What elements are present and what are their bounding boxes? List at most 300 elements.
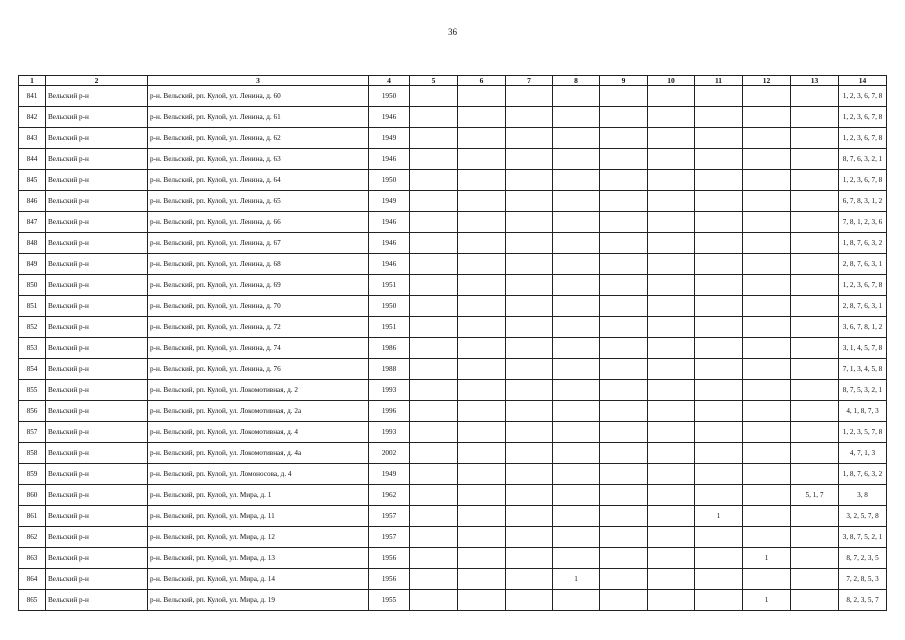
district-cell: Вельский р-н <box>46 128 148 149</box>
address-cell: р-н. Вельский, рп. Кулой, ул. Ленина, д. 64 <box>148 170 369 191</box>
col10-cell <box>648 338 695 359</box>
col12-cell <box>743 86 791 107</box>
col14-cell: 4, 1, 8, 7, 3 <box>839 401 887 422</box>
col9-cell <box>600 527 648 548</box>
year-cell: 1993 <box>369 380 410 401</box>
col10-cell <box>648 590 695 611</box>
col9-cell <box>600 338 648 359</box>
col8-cell <box>553 422 600 443</box>
district-cell: Вельский р-н <box>46 107 148 128</box>
col7-cell <box>506 107 553 128</box>
table-row <box>19 443 887 464</box>
col7-cell <box>506 296 553 317</box>
col8-cell <box>553 233 600 254</box>
col12-cell: 1 <box>743 590 791 611</box>
col13-cell <box>791 296 839 317</box>
col13-cell <box>791 254 839 275</box>
col7-cell <box>506 569 553 590</box>
col5-cell <box>410 128 458 149</box>
table-row <box>19 275 887 296</box>
year-cell: 1946 <box>369 233 410 254</box>
col9-cell <box>600 191 648 212</box>
year-cell: 1957 <box>369 506 410 527</box>
row-number: 856 <box>19 401 46 422</box>
table-row <box>19 548 887 569</box>
col11-cell <box>695 191 743 212</box>
address-cell: р-н. Вельский, рп. Кулой, ул. Мира, д. 13 <box>148 548 369 569</box>
col9-cell <box>600 128 648 149</box>
col14-cell: 1, 2, 3, 6, 7, 8 <box>839 170 887 191</box>
col5-cell <box>410 317 458 338</box>
column-header-12: 12 <box>743 76 791 86</box>
col11-cell <box>695 86 743 107</box>
col13-cell <box>791 233 839 254</box>
col9-cell <box>600 380 648 401</box>
col14-cell: 1, 2, 3, 6, 7, 8 <box>839 128 887 149</box>
col9-cell <box>600 590 648 611</box>
col6-cell <box>458 107 506 128</box>
col5-cell <box>410 401 458 422</box>
col14-cell: 8, 7, 6, 3, 2, 1 <box>839 149 887 170</box>
col13-cell <box>791 107 839 128</box>
col11-cell <box>695 170 743 191</box>
district-cell: Вельский р-н <box>46 569 148 590</box>
col9-cell <box>600 86 648 107</box>
col10-cell <box>648 422 695 443</box>
col12-cell <box>743 317 791 338</box>
table-row <box>19 569 887 590</box>
col7-cell <box>506 485 553 506</box>
col13-cell <box>791 380 839 401</box>
address-cell: р-н. Вельский, рп. Кулой, ул. Мира, д. 14 <box>148 569 369 590</box>
address-cell: р-н. Вельский, рп. Кулой, ул. Ленина, д. 70 <box>148 296 369 317</box>
col13-cell <box>791 317 839 338</box>
district-cell: Вельский р-н <box>46 422 148 443</box>
col8-cell <box>553 401 600 422</box>
col7-cell <box>506 548 553 569</box>
col5-cell <box>410 296 458 317</box>
col14-cell: 2, 8, 7, 6, 3, 1 <box>839 254 887 275</box>
address-cell: р-н. Вельский, рп. Кулой, ул. Ленина, д. 72 <box>148 317 369 338</box>
col11-cell <box>695 317 743 338</box>
col11-cell <box>695 401 743 422</box>
col6-cell <box>458 233 506 254</box>
col5-cell <box>410 590 458 611</box>
year-cell: 1951 <box>369 275 410 296</box>
col8-cell <box>553 590 600 611</box>
col5-cell <box>410 86 458 107</box>
col8-cell <box>553 548 600 569</box>
column-header-1: 1 <box>19 76 46 86</box>
col6-cell <box>458 128 506 149</box>
col9-cell <box>600 569 648 590</box>
col11-cell <box>695 443 743 464</box>
table-row <box>19 590 887 611</box>
table-row <box>19 233 887 254</box>
table-row <box>19 506 887 527</box>
col11-cell <box>695 422 743 443</box>
district-cell: Вельский р-н <box>46 296 148 317</box>
address-cell: р-н. Вельский, рп. Кулой, ул. Ленина, д. 76 <box>148 359 369 380</box>
col7-cell <box>506 401 553 422</box>
col5-cell <box>410 254 458 275</box>
table-row <box>19 212 887 233</box>
col9-cell <box>600 548 648 569</box>
col13-cell <box>791 86 839 107</box>
col13-cell <box>791 149 839 170</box>
district-cell: Вельский р-н <box>46 548 148 569</box>
col6-cell <box>458 170 506 191</box>
col12-cell <box>743 212 791 233</box>
col11-cell <box>695 485 743 506</box>
col6-cell <box>458 212 506 233</box>
col8-cell <box>553 380 600 401</box>
row-number: 860 <box>19 485 46 506</box>
row-number: 852 <box>19 317 46 338</box>
col11-cell <box>695 233 743 254</box>
col11-cell <box>695 296 743 317</box>
col8-cell <box>553 464 600 485</box>
address-cell: р-н. Вельский, рп. Кулой, ул. Ленина, д. 63 <box>148 149 369 170</box>
col14-cell: 8, 7, 2, 3, 5 <box>839 548 887 569</box>
col10-cell <box>648 254 695 275</box>
col7-cell <box>506 254 553 275</box>
col7-cell <box>506 527 553 548</box>
col12-cell <box>743 422 791 443</box>
district-cell: Вельский р-н <box>46 506 148 527</box>
col13-cell <box>791 170 839 191</box>
col10-cell <box>648 149 695 170</box>
col7-cell <box>506 128 553 149</box>
table-row <box>19 191 887 212</box>
registry-table <box>18 75 887 611</box>
col13-cell <box>791 527 839 548</box>
col7-cell <box>506 338 553 359</box>
col12-cell <box>743 170 791 191</box>
col13-cell <box>791 128 839 149</box>
column-header-8: 8 <box>553 76 600 86</box>
col14-cell: 1, 2, 3, 6, 7, 8 <box>839 275 887 296</box>
col11-cell <box>695 275 743 296</box>
column-header-3: 3 <box>148 76 369 86</box>
col13-cell <box>791 191 839 212</box>
row-number: 843 <box>19 128 46 149</box>
col14-cell: 3, 6, 7, 8, 1, 2 <box>839 317 887 338</box>
row-number: 848 <box>19 233 46 254</box>
district-cell: Вельский р-н <box>46 401 148 422</box>
col14-cell: 1, 2, 3, 6, 7, 8 <box>839 107 887 128</box>
district-cell: Вельский р-н <box>46 212 148 233</box>
col14-cell: 3, 8, 7, 5, 2, 1 <box>839 527 887 548</box>
row-number: 847 <box>19 212 46 233</box>
col10-cell <box>648 317 695 338</box>
col9-cell <box>600 464 648 485</box>
col11-cell: 1 <box>695 506 743 527</box>
col12-cell <box>743 443 791 464</box>
district-cell: Вельский р-н <box>46 380 148 401</box>
col13-cell: 5, 1, 7 <box>791 485 839 506</box>
column-header-7: 7 <box>506 76 553 86</box>
year-cell: 1957 <box>369 527 410 548</box>
col12-cell <box>743 338 791 359</box>
address-cell: р-н. Вельский, рп. Кулой, ул. Мира, д. 19 <box>148 590 369 611</box>
col12-cell <box>743 296 791 317</box>
col13-cell <box>791 443 839 464</box>
col13-cell <box>791 212 839 233</box>
col7-cell <box>506 86 553 107</box>
address-cell: р-н. Вельский, рп. Кулой, ул. Ленина, д. 67 <box>148 233 369 254</box>
table-row <box>19 380 887 401</box>
col5-cell <box>410 569 458 590</box>
col14-cell: 7, 8, 1, 2, 3, 6 <box>839 212 887 233</box>
col11-cell <box>695 590 743 611</box>
year-cell: 1949 <box>369 191 410 212</box>
col14-cell: 3, 2, 5, 7, 8 <box>839 506 887 527</box>
row-number: 844 <box>19 149 46 170</box>
col5-cell <box>410 359 458 380</box>
col6-cell <box>458 317 506 338</box>
col6-cell <box>458 548 506 569</box>
address-cell: р-н. Вельский, рп. Кулой, ул. Ленина, д. 69 <box>148 275 369 296</box>
table-row <box>19 254 887 275</box>
col6-cell <box>458 506 506 527</box>
address-cell: р-н. Вельский, рп. Кулой, ул. Ленина, д. 62 <box>148 128 369 149</box>
address-cell: р-н. Вельский, рп. Кулой, ул. Локомотивная, д. 2 <box>148 380 369 401</box>
col6-cell <box>458 401 506 422</box>
col5-cell <box>410 233 458 254</box>
col6-cell <box>458 485 506 506</box>
col7-cell <box>506 464 553 485</box>
year-cell: 1946 <box>369 254 410 275</box>
row-number: 862 <box>19 527 46 548</box>
col6-cell <box>458 464 506 485</box>
col11-cell <box>695 254 743 275</box>
col8-cell <box>553 149 600 170</box>
col8-cell <box>553 359 600 380</box>
col8-cell <box>553 86 600 107</box>
col14-cell: 6, 7, 8, 3, 1, 2 <box>839 191 887 212</box>
col8-cell <box>553 191 600 212</box>
row-number: 859 <box>19 464 46 485</box>
col13-cell <box>791 422 839 443</box>
col14-cell: 1, 8, 7, 6, 3, 2 <box>839 233 887 254</box>
table-row <box>19 317 887 338</box>
address-cell: р-н. Вельский, рп. Кулой, ул. Ломоносова, д. 4 <box>148 464 369 485</box>
col12-cell <box>743 149 791 170</box>
col5-cell <box>410 170 458 191</box>
col12-cell <box>743 401 791 422</box>
row-number: 863 <box>19 548 46 569</box>
col6-cell <box>458 422 506 443</box>
column-header-11: 11 <box>695 76 743 86</box>
col12-cell <box>743 485 791 506</box>
col13-cell <box>791 338 839 359</box>
col5-cell <box>410 548 458 569</box>
col9-cell <box>600 212 648 233</box>
col8-cell <box>553 527 600 548</box>
col5-cell <box>410 527 458 548</box>
col14-cell: 1, 2, 3, 6, 7, 8 <box>839 86 887 107</box>
district-cell: Вельский р-н <box>46 443 148 464</box>
district-cell: Вельский р-н <box>46 233 148 254</box>
col6-cell <box>458 359 506 380</box>
col5-cell <box>410 443 458 464</box>
year-cell: 1962 <box>369 485 410 506</box>
col14-cell: 1, 2, 3, 5, 7, 8 <box>839 422 887 443</box>
col6-cell <box>458 149 506 170</box>
col9-cell <box>600 422 648 443</box>
col13-cell <box>791 506 839 527</box>
address-cell: р-н. Вельский, рп. Кулой, ул. Локомотивная, д. 2а <box>148 401 369 422</box>
col7-cell <box>506 233 553 254</box>
col9-cell <box>600 485 648 506</box>
district-cell: Вельский р-н <box>46 254 148 275</box>
col10-cell <box>648 191 695 212</box>
year-cell: 1986 <box>369 338 410 359</box>
col11-cell <box>695 569 743 590</box>
year-cell: 1946 <box>369 107 410 128</box>
col9-cell <box>600 317 648 338</box>
year-cell: 1955 <box>369 590 410 611</box>
col9-cell <box>600 254 648 275</box>
col12-cell <box>743 527 791 548</box>
district-cell: Вельский р-н <box>46 527 148 548</box>
col12-cell <box>743 569 791 590</box>
col10-cell <box>648 233 695 254</box>
col6-cell <box>458 275 506 296</box>
year-cell: 1950 <box>369 296 410 317</box>
col9-cell <box>600 107 648 128</box>
col12-cell <box>743 107 791 128</box>
col11-cell <box>695 359 743 380</box>
table-body <box>19 86 887 611</box>
table-row <box>19 128 887 149</box>
row-number: 842 <box>19 107 46 128</box>
address-cell: р-н. Вельский, рп. Кулой, ул. Ленина, д. 65 <box>148 191 369 212</box>
row-number: 850 <box>19 275 46 296</box>
col5-cell <box>410 338 458 359</box>
col7-cell <box>506 590 553 611</box>
col10-cell <box>648 527 695 548</box>
col9-cell <box>600 149 648 170</box>
col5-cell <box>410 422 458 443</box>
address-cell: р-н. Вельский, рп. Кулой, ул. Локомотивная, д. 4а <box>148 443 369 464</box>
year-cell: 1946 <box>369 212 410 233</box>
col5-cell <box>410 212 458 233</box>
col8-cell <box>553 254 600 275</box>
col14-cell: 8, 7, 5, 3, 2, 1 <box>839 380 887 401</box>
header-row <box>19 76 887 86</box>
col12-cell <box>743 380 791 401</box>
col6-cell <box>458 86 506 107</box>
col11-cell <box>695 380 743 401</box>
district-cell: Вельский р-н <box>46 338 148 359</box>
address-cell: р-н. Вельский, рп. Кулой, ул. Ленина, д. 74 <box>148 338 369 359</box>
col10-cell <box>648 464 695 485</box>
district-cell: Вельский р-н <box>46 590 148 611</box>
col13-cell <box>791 275 839 296</box>
col13-cell <box>791 401 839 422</box>
col8-cell <box>553 170 600 191</box>
col10-cell <box>648 128 695 149</box>
column-header-6: 6 <box>458 76 506 86</box>
row-number: 857 <box>19 422 46 443</box>
district-cell: Вельский р-н <box>46 170 148 191</box>
col12-cell <box>743 128 791 149</box>
col8-cell <box>553 296 600 317</box>
col7-cell <box>506 359 553 380</box>
col14-cell: 7, 1, 3, 4, 5, 8 <box>839 359 887 380</box>
col6-cell <box>458 254 506 275</box>
col14-cell: 3, 8 <box>839 485 887 506</box>
col7-cell <box>506 212 553 233</box>
col11-cell <box>695 149 743 170</box>
row-number: 854 <box>19 359 46 380</box>
table-row <box>19 464 887 485</box>
row-number: 846 <box>19 191 46 212</box>
row-number: 858 <box>19 443 46 464</box>
col13-cell <box>791 590 839 611</box>
col7-cell <box>506 380 553 401</box>
col10-cell <box>648 548 695 569</box>
col12-cell <box>743 254 791 275</box>
column-header-2: 2 <box>46 76 148 86</box>
col8-cell <box>553 107 600 128</box>
col11-cell <box>695 338 743 359</box>
table-row <box>19 170 887 191</box>
col10-cell <box>648 170 695 191</box>
col11-cell <box>695 128 743 149</box>
address-cell: р-н. Вельский, рп. Кулой, ул. Ленина, д. 61 <box>148 107 369 128</box>
table-row <box>19 422 887 443</box>
col8-cell <box>553 338 600 359</box>
col8-cell <box>553 506 600 527</box>
col14-cell: 1, 8, 7, 6, 3, 2 <box>839 464 887 485</box>
row-number: 865 <box>19 590 46 611</box>
col5-cell <box>410 149 458 170</box>
row-number: 855 <box>19 380 46 401</box>
col9-cell <box>600 506 648 527</box>
column-header-5: 5 <box>410 76 458 86</box>
col12-cell <box>743 464 791 485</box>
col14-cell: 3, 1, 4, 5, 7, 8 <box>839 338 887 359</box>
col6-cell <box>458 191 506 212</box>
col8-cell: 1 <box>553 569 600 590</box>
district-cell: Вельский р-н <box>46 191 148 212</box>
col8-cell <box>553 275 600 296</box>
col10-cell <box>648 212 695 233</box>
col5-cell <box>410 275 458 296</box>
col12-cell <box>743 506 791 527</box>
col9-cell <box>600 233 648 254</box>
col6-cell <box>458 338 506 359</box>
col12-cell <box>743 359 791 380</box>
col10-cell <box>648 380 695 401</box>
address-cell: р-н. Вельский, рп. Кулой, ул. Мира, д. 1 <box>148 485 369 506</box>
col7-cell <box>506 422 553 443</box>
col13-cell <box>791 464 839 485</box>
col5-cell <box>410 380 458 401</box>
table-row <box>19 86 887 107</box>
col14-cell: 2, 8, 7, 6, 3, 1 <box>839 296 887 317</box>
col13-cell <box>791 569 839 590</box>
col14-cell: 7, 2, 8, 5, 3 <box>839 569 887 590</box>
district-cell: Вельский р-н <box>46 464 148 485</box>
year-cell: 1950 <box>369 170 410 191</box>
col8-cell <box>553 485 600 506</box>
column-header-9: 9 <box>600 76 648 86</box>
col9-cell <box>600 443 648 464</box>
